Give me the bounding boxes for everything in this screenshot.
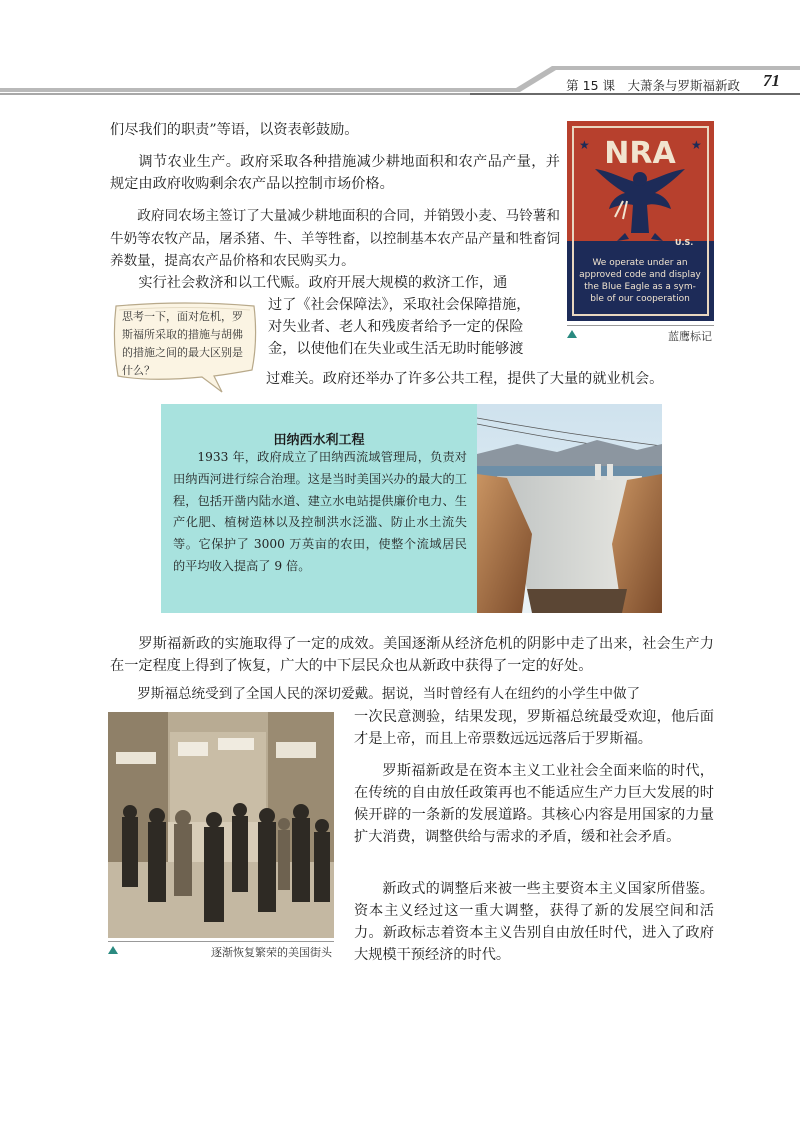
paragraph-results: 罗斯福新政的实施取得了一定的成效。美国逐渐从经济危机的阴影中走了出来，社会生产力在一定程度上得到了恢复，广大的中下层民众也从新政中获得了一定的好处。	[110, 636, 714, 674]
triangle-marker-icon	[567, 330, 577, 338]
street-caption-bar	[108, 941, 334, 960]
paragraph-relief-line5: 过难关。政府还举办了许多公共工程，提供了大量的就业机会。	[266, 371, 664, 387]
tva-body-text: 1933 年，政府成立了田纳西流域管理局，负责对田纳西河进行综合治理。这是当时美国兴办的最大的工程，包括开凿内陆水道、建立水电站提供廉价电力、生产化肥、植树造林以及控制洪水泛滥、防止水土流失等。它保护了 3000 万英亩的农田，使整个流域居民的平均收入提高了 9 倍。	[173, 450, 467, 573]
lesson-title: 第 15 课 大萧条与罗斯福新政	[566, 78, 740, 93]
triangle-marker-icon	[108, 946, 118, 954]
paragraph-significance: 罗斯福新政是在资本主义工业社会全面来临的时代，在传统的自由放任政策再也不能适应生产力巨大发展的时候开辟的一条新的发展道路。其核心内容是用国家的力量扩大消费，调整供给与需求的矛盾，缓和社会矛盾。	[354, 763, 714, 845]
paragraph-continuation: 们尽我们的职责”等语，以资表彰鼓励。	[110, 122, 359, 138]
svg-text:★: ★	[579, 138, 590, 152]
nra-logo-text: NRA	[604, 136, 676, 171]
think-note-text: 思考一下，面对危机，罗斯福所采取的措施与胡佛的措施之间的最大区别是什么？	[122, 310, 243, 377]
nra-caption-bar	[567, 325, 714, 344]
nra-us-mark: U.S.	[675, 238, 694, 247]
dam-photo	[477, 404, 662, 613]
paragraph-farm-contracts: 政府同农场主签订了大量减少耕地面积的合同，并销毁小麦、马铃薯和牛奶等农牧产品，屠杀猪、牛、羊等牲畜，以控制基本农产品产量和牲畜饲养数量，提高农产品价格和农民购买力。	[110, 208, 560, 269]
paragraph-agriculture: 调节农业生产。政府采取各种措施减少耕地面积和农产品产量，并规定由政府收购剩余农产品以控制市场价格。	[110, 154, 560, 192]
nra-slogan-line: approved code and display	[579, 270, 701, 280]
paragraph-relief-line4: 金，以使他们在失业或生活无助时能够渡	[268, 341, 524, 357]
tva-title: 田纳西水利工程	[273, 433, 365, 448]
street-photo	[108, 712, 334, 938]
tva-body	[173, 447, 467, 578]
nra-slogan-line: ble of our cooperation	[590, 294, 690, 304]
page-number: 71	[763, 71, 780, 90]
svg-text:★: ★	[691, 138, 702, 152]
paragraph-poll-rest: 一次民意测验，结果发现，罗斯福总统最受欢迎，他后面才是上帝，而且上帝票数远远远落后于罗斯福。	[354, 709, 714, 747]
paragraph-relief-line1: 实行社会救济和以工代赈。政府开展大规模的救济工作，通	[138, 275, 508, 291]
paragraph-influence: 新政式的调整后来被一些主要资本主义国家所借鉴。资本主义经过这一重大调整，获得了新的发展空间和活力。新政标志着资本主义告别自由放任时代，进入了政府大规模干预经济的时代。	[354, 881, 714, 963]
paragraph-poll-line1: 罗斯福总统受到了全国人民的深切爱戴。据说，当时曾经有人在纽约的小学生中做了	[137, 686, 641, 702]
paragraph-relief-line3: 对失业者、老人和残废者给予一定的保险	[268, 319, 524, 335]
nra-slogan-line: We operate under an	[592, 258, 688, 268]
nra-blue-eagle-poster	[567, 121, 714, 321]
street-caption: 逐渐恢复繁荣的美国街头	[211, 946, 332, 959]
paragraph-relief-line2: 过了《社会保障法》，采取社会保障措施，	[268, 297, 531, 313]
nra-caption: 蓝鹰标记	[668, 330, 712, 343]
nra-slogan-line: the Blue Eagle as a sym-	[584, 282, 696, 292]
